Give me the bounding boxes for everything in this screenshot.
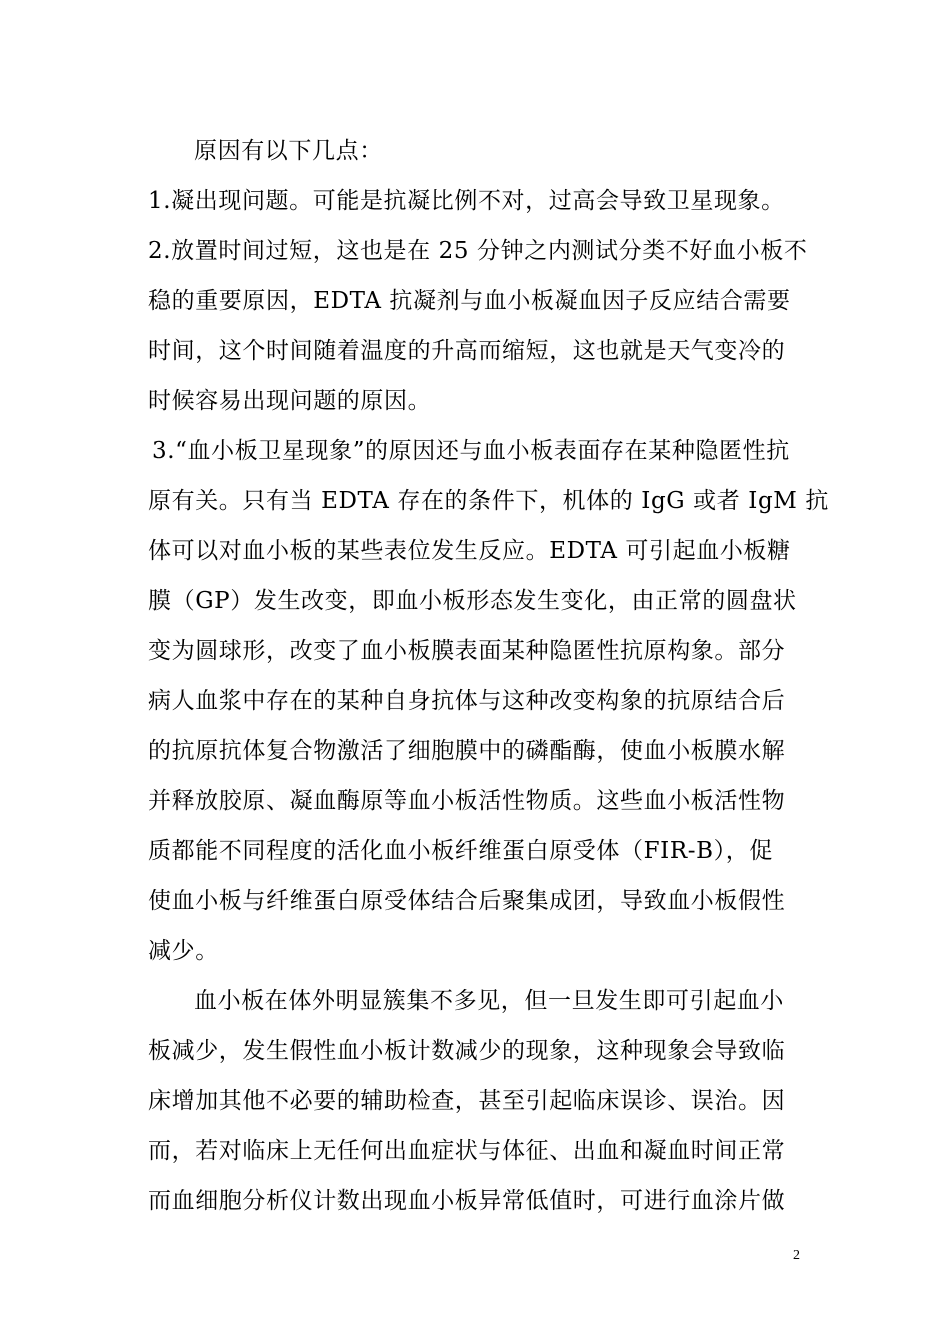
text-line: 并释放胶原、凝血酶原等血小板活性物质。这些血小板活性物 [148,788,786,814]
text-line: 原有关。只有当 EDTA 存在的条件下，机体的 IgG 或者 IgM 抗 [148,488,829,514]
text-line: 膜（GP）发生改变，即血小板形态发生变化，由正常的圆盘状 [148,588,797,614]
text-line: 1.凝出现问题。可能是抗凝比例不对，过高会导致卫星现象。 [148,188,785,214]
text-line: 而血细胞分析仪计数出现血小板异常低值时，可进行血涂片做 [148,1188,786,1214]
text-line: 3.“血小板卫星现象”的原因还与血小板表面存在某种隐匿性抗 [152,438,790,464]
page-number: 2 [793,1248,800,1263]
text-line: 病人血浆中存在的某种自身抗体与这种改变构象的抗原结合后 [148,688,786,714]
text-line: 而，若对临床上无任何出血症状与体征、出血和凝血时间正常 [148,1138,786,1164]
text-line: 体可以对血小板的某些表位发生反应。EDTA 可引起血小板糖 [148,538,791,564]
text-line: 时候容易出现问题的原因。 [148,388,432,414]
text-line: 2.放置时间过短，这也是在 25 分钟之内测试分类不好血小板不 [148,238,808,264]
text-line: 时间，这个时间随着温度的升高而缩短，这也就是天气变冷的 [148,338,786,364]
text-line: 质都能不同程度的活化血小板纤维蛋白原受体（FIR-B），促 [148,838,773,864]
text-line: 板减少，发生假性血小板计数减少的现象，这种现象会导致临 [148,1038,786,1064]
text-line: 血小板在体外明显簇集不多见，但一旦发生即可引起血小 [194,988,784,1014]
text-line: 稳的重要原因，EDTA 抗凝剂与血小板凝血因子反应结合需要 [148,288,791,314]
text-line: 的抗原抗体复合物激活了细胞膜中的磷酯酶，使血小板膜水解 [148,738,786,764]
text-line: 变为圆球形，改变了血小板膜表面某种隐匿性抗原构象。部分 [148,638,786,664]
text-line: 使血小板与纤维蛋白原受体结合后聚集成团，导致血小板假性 [148,888,786,914]
text-line: 原因有以下几点： [194,138,383,164]
text-line: 床增加其他不必要的辅助检查，甚至引起临床误诊、误治。因 [148,1088,786,1114]
text-line: 减少。 [148,938,219,964]
